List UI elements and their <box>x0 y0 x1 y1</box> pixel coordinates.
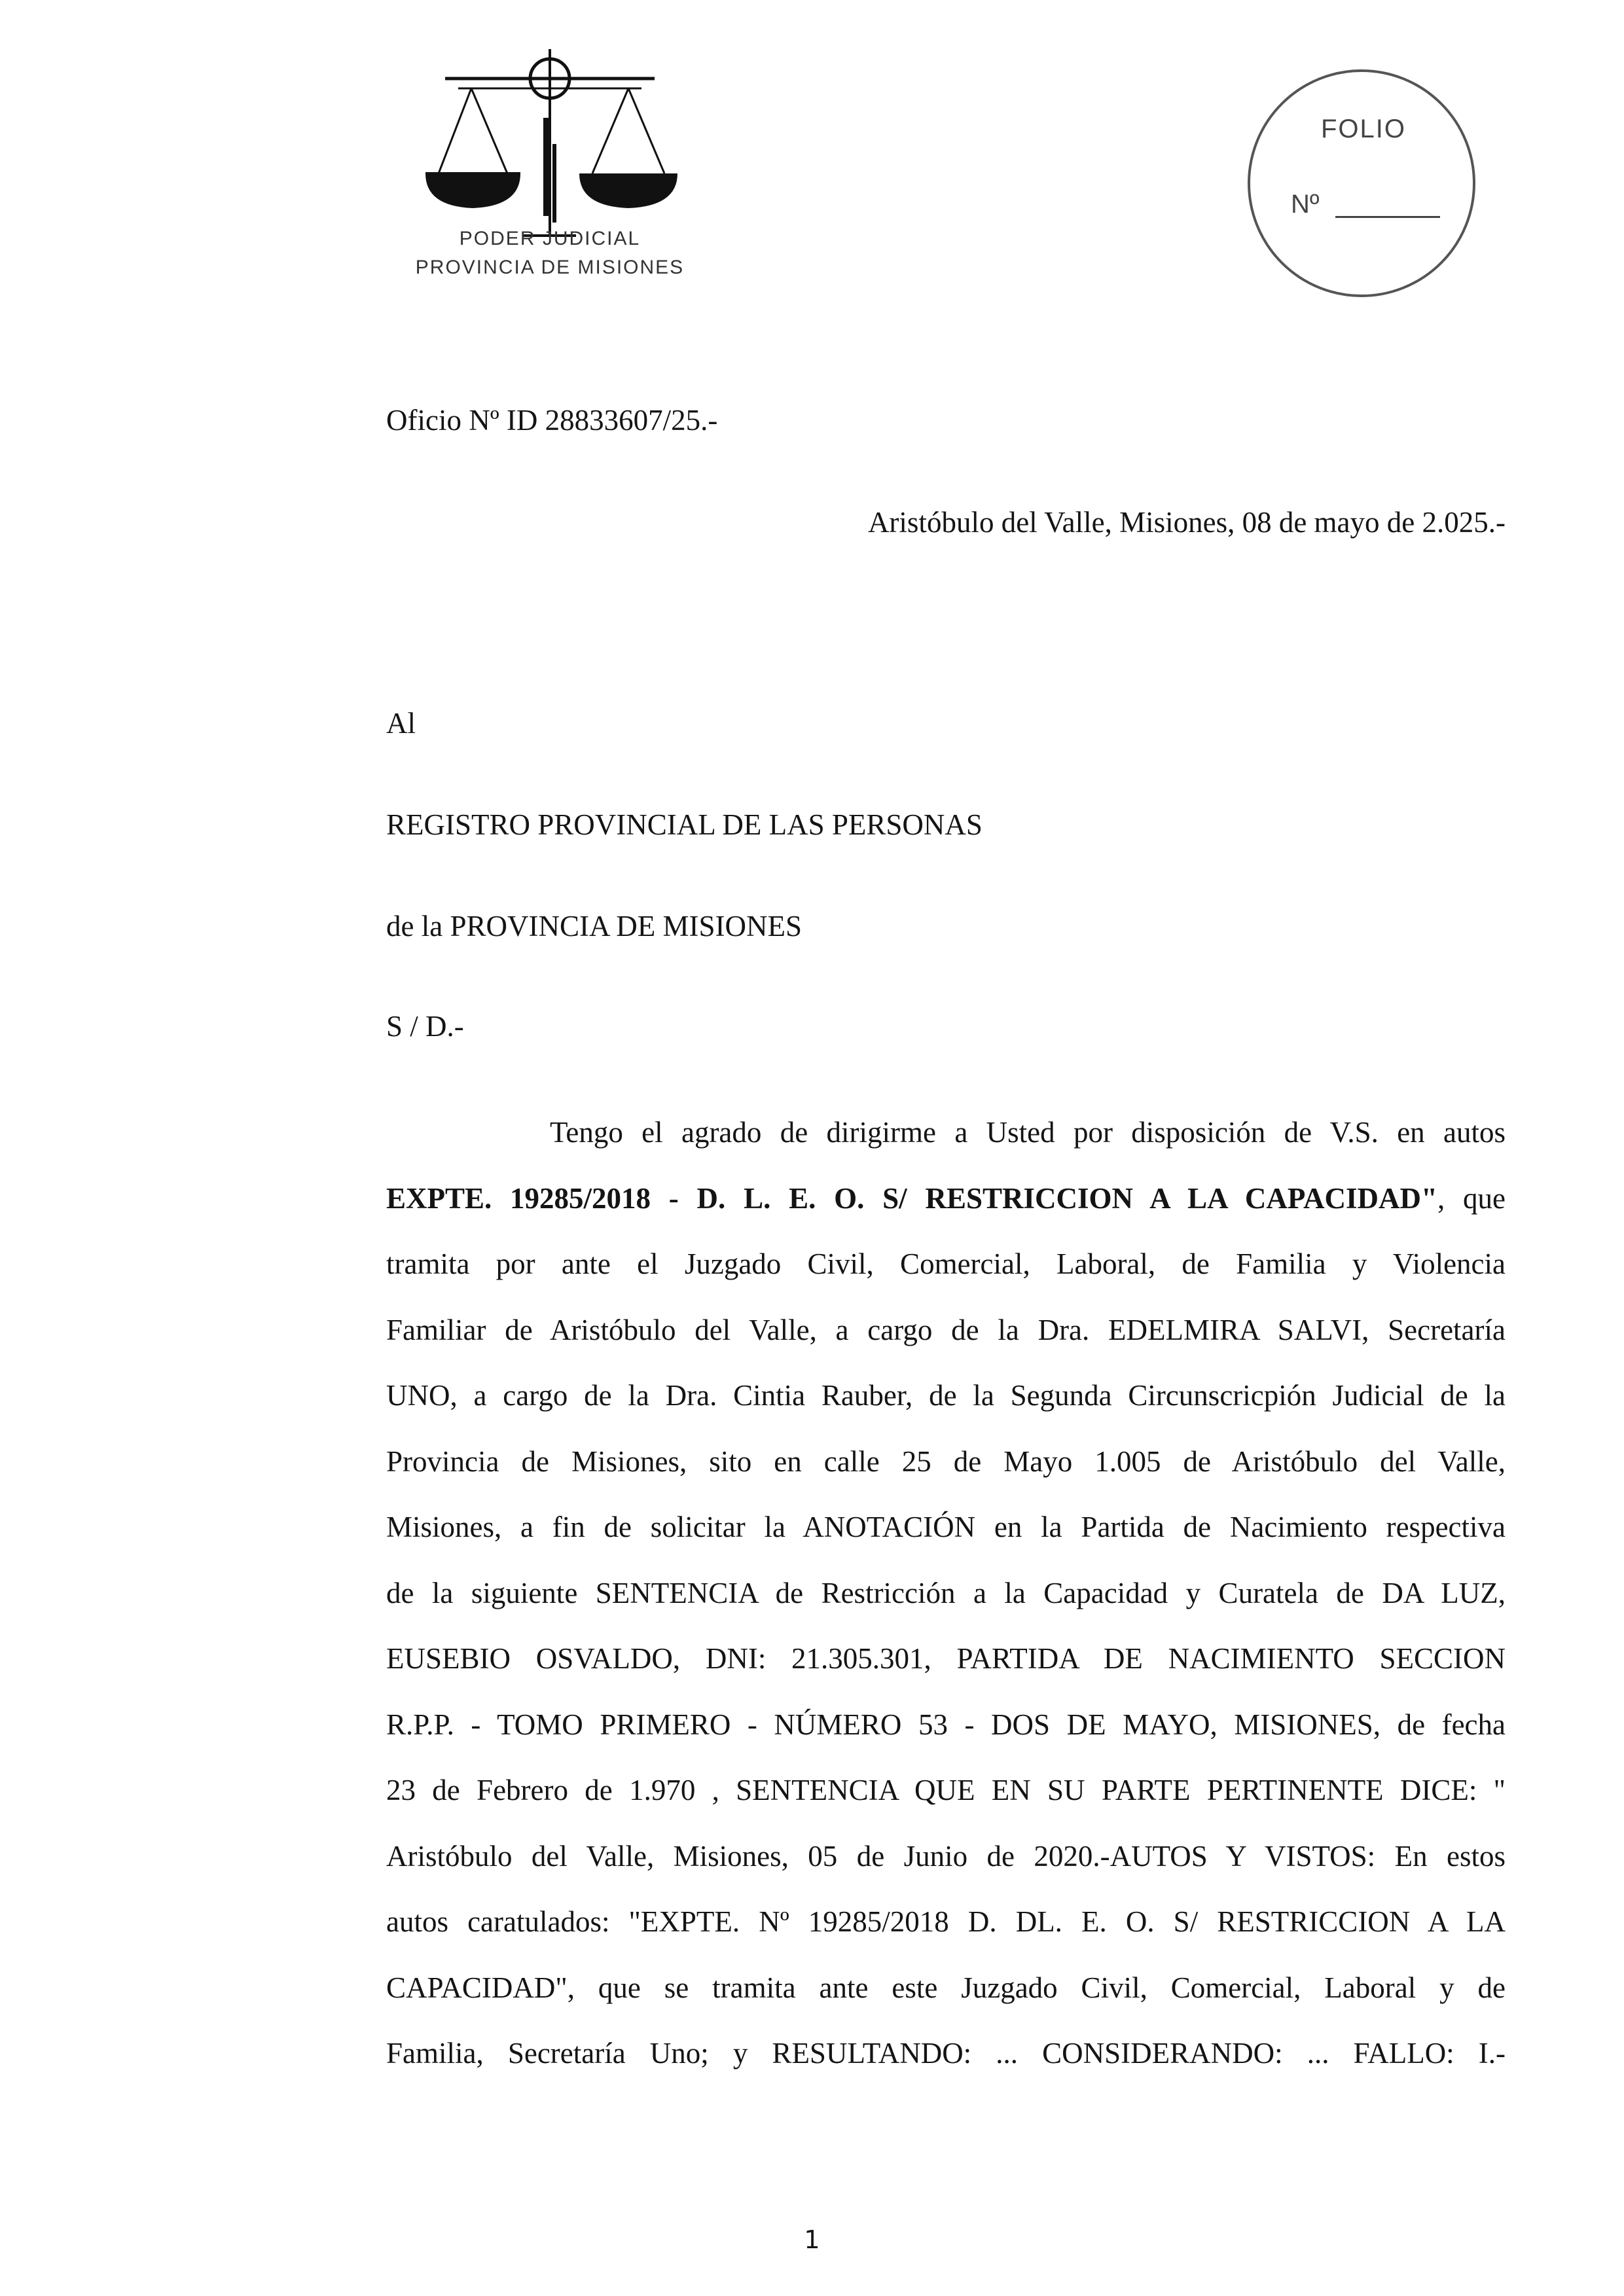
scales-of-justice-logo <box>406 39 694 288</box>
page-number: 1 <box>804 2225 820 2254</box>
body-paragraph <box>386 1113 1506 2100</box>
body-line: CAPACIDAD", que se tramita ante este Juzgado Civil, Comercial, Laboral y de <box>386 1971 1506 2004</box>
folio-number-label: Nº <box>1291 190 1320 219</box>
case-title: EXPTE. 19285/2018 - D. L. E. O. S/ RESTRICCION A LA CAPACIDAD" <box>386 1181 1437 1215</box>
body-line: Tengo el agrado de dirigirme a Usted por disposición de V.S. en autos <box>550 1116 1506 1149</box>
addressee-registro: REGISTRO PROVINCIAL DE LAS PERSONAS <box>386 808 983 841</box>
body-line: R.P.P. - TOMO PRIMERO - NÚMERO 53 - DOS DE MAYO, MISIONES, de fecha <box>386 1708 1506 1741</box>
body-line: Familiar de Aristóbulo del Valle, a cargo de la Dra. EDELMIRA SALVI, Secretaría <box>386 1313 1506 1346</box>
body-line: UNO, a cargo de la Dra. Cintia Rauber, de la Segunda Circunscricpión Judicial de la <box>386 1379 1506 1412</box>
body-line: Misiones, a fin de solicitar la ANOTACIÓN en la Partida de Nacimiento respectiva <box>386 1511 1506 1543</box>
logo-text-poder-judicial: PODER JUDICIAL <box>459 228 641 249</box>
addressee-sd: S / D.- <box>386 1010 464 1043</box>
logo-text-provincia: PROVINCIA DE MISIONES <box>415 257 685 278</box>
addressee-provincia: de la PROVINCIA DE MISIONES <box>386 910 802 942</box>
oficio-number: Oficio Nº ID 28833607/25.- <box>386 404 718 437</box>
body-line: autos caratulados: "EXPTE. Nº 19285/2018 D. DL. E. O. S/ RESTRICCION A LA <box>386 1905 1506 1938</box>
body-line: EXPTE. 19285/2018 - D. L. E. O. S/ RESTRICCION A LA CAPACIDAD", que <box>386 1181 1506 1215</box>
body-line: Familia, Secretaría Uno; y RESULTANDO: ... CONSIDERANDO: ... FALLO: I.- <box>386 2037 1506 2070</box>
body-line: tramita por ante el Juzgado Civil, Comercial, Laboral, de Familia y Violencia <box>386 1247 1506 1280</box>
folio-number-blank <box>1335 216 1440 218</box>
body-line: 23 de Febrero de 1.970 , SENTENCIA QUE EN SU PARTE PERTINENTE DICE: " <box>386 1774 1506 1806</box>
place-and-date: Aristóbulo del Valle, Misiones, 08 de mayo de 2.025.- <box>867 506 1506 539</box>
body-line: Provincia de Misiones, sito en calle 25 de Mayo 1.005 de Aristóbulo del Valle, <box>386 1444 1506 1478</box>
body-line: EUSEBIO OSVALDO, DNI: 21.305.301, PARTIDA DE NACIMIENTO SECCION <box>386 1642 1506 1675</box>
body-line: Aristóbulo del Valle, Misiones, 05 de Junio de 2020.-AUTOS Y VISTOS: En estos <box>386 1839 1506 1873</box>
folio-stamp <box>1244 65 1479 301</box>
body-line: de la siguiente SENTENCIA de Restricción a la Capacidad y Curatela de DA LUZ, <box>386 1576 1506 1609</box>
addressee-al: Al <box>386 707 416 740</box>
folio-label: FOLIO <box>1321 115 1407 143</box>
